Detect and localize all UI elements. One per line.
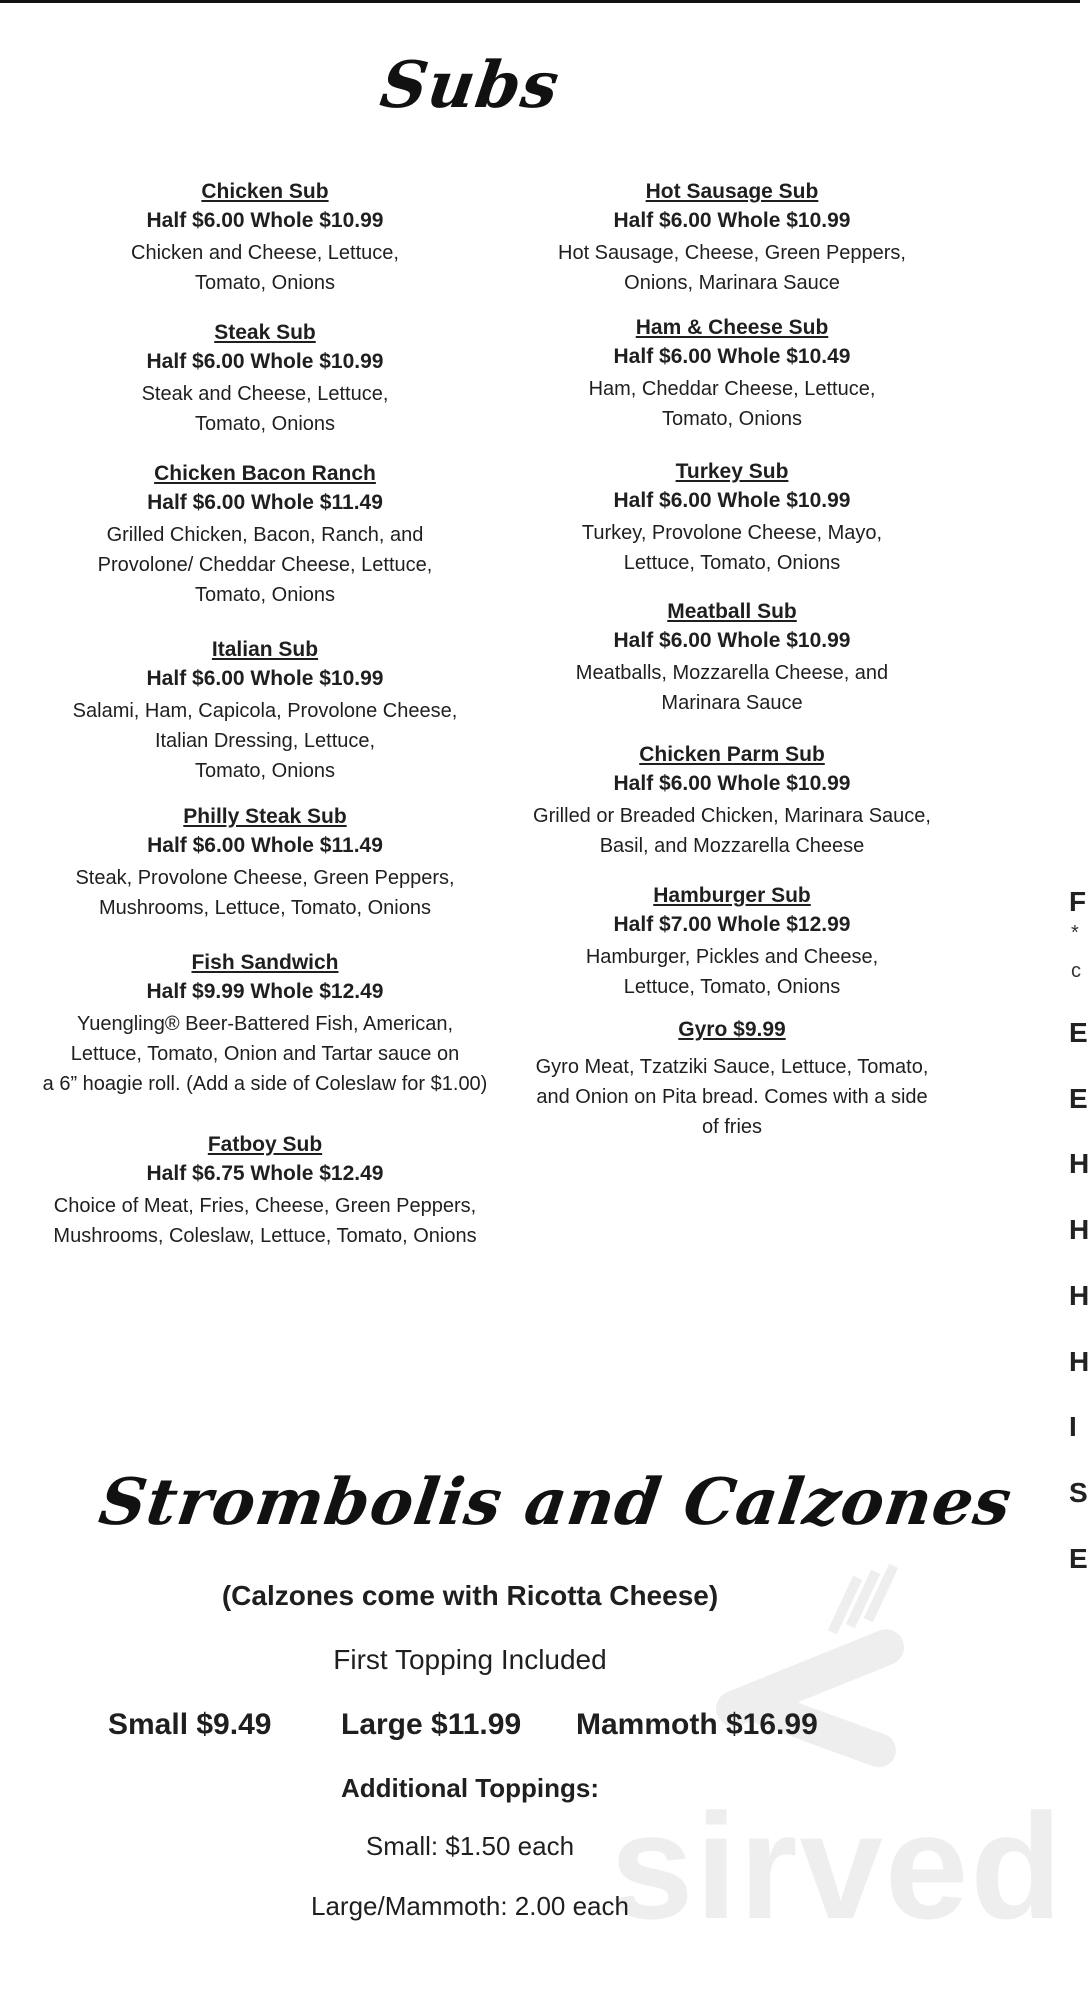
calzones-section-title: Strombolis and Calzones [94,1465,1017,1540]
item-price: Half $7.00 Whole $12.99 [613,913,851,936]
item-description: Steak and Cheese, Lettuce, Tomato, Onions [141,383,389,435]
item-name: Meatball Sub [667,600,797,623]
item-description: Grilled or Breaded Chicken, Marinara Sauce, Basil, and Mozzarella Cheese [533,805,931,857]
edge-letter: * [1071,922,1079,944]
menu-item [522,178,942,298]
item-description: Turkey, Provolone Cheese, Mayo, Lettuce, Tomato, Onions [581,522,883,574]
menu-item [40,460,490,610]
edge-letter: E [1069,1543,1088,1574]
item-description: Meatballs, Mozzarella Cheese, and Marinara Sauce [575,662,889,714]
item-description: Steak, Provolone Cheese, Green Peppers, Mushrooms, Lettuce, Tomato, Onions [75,867,455,919]
item-price: Half $6.00 Whole $10.99 [146,667,384,690]
item-price: Half $6.00 Whole $10.99 [613,629,851,652]
menu-item [522,598,942,718]
item-description: Gyro Meat, Tzatziki Sauce, Lettuce, Tomato, and Onion on Pita bread. Comes with a side of fries [535,1056,929,1138]
item-description: Salami, Ham, Capicola, Provolone Cheese, Italian Dressing, Lettuce, Tomato, Onions [72,700,458,782]
menu-item [40,803,490,923]
item-description: Choice of Meat, Fries, Cheese, Green Peppers, Mushrooms, Coleslaw, Lettuce, Tomato, Onions [53,1195,477,1247]
item-name: Turkey Sub [675,460,789,483]
subs-section-title: Subs [375,48,565,123]
item-name: Chicken Bacon Ranch [154,462,376,485]
edge-letter: c [1071,960,1081,982]
top-border [0,0,1080,3]
menu-item [522,1016,942,1142]
edge-letter: H [1069,1148,1089,1179]
item-description: Hamburger, Pickles and Cheese, Lettuce, Tomato, Onions [585,946,879,998]
item-name: Fish Sandwich [191,951,339,974]
item-description: Yuengling® Beer-Battered Fish, American, Lettuce, Tomato, Onion and Tartar sauce on a 6” hoagie roll. (Add a side of Coleslaw for $1.00) [42,1013,488,1095]
menu-item [522,741,942,861]
item-name: Philly Steak Sub [183,805,347,828]
edge-letter: I [1069,1411,1077,1442]
watermark-text: sirved [610,1782,1064,1950]
item-name: Gyro $9.99 [678,1018,786,1041]
item-name: Ham & Cheese Sub [635,316,829,339]
item-price: Half $6.00 Whole $10.49 [613,345,851,368]
item-price: Half $6.00 Whole $10.99 [613,209,851,232]
size-large-price: Large $11.99 [341,1708,522,1741]
item-name: Hot Sausage Sub [645,180,819,203]
item-price: Half $6.00 Whole $11.49 [147,491,383,514]
menu-item [40,636,490,786]
menu-item [40,1131,490,1251]
edge-letter: E [1069,1083,1088,1114]
menu-item [522,882,942,1002]
item-price: Half $6.00 Whole $10.99 [146,209,384,232]
item-price: Half $6.00 Whole $11.49 [147,834,383,857]
item-price: Half $6.00 Whole $10.99 [613,489,851,512]
item-name: Steak Sub [214,321,316,344]
item-price: Half $6.75 Whole $12.49 [146,1162,384,1185]
item-description: Grilled Chicken, Bacon, Ranch, and Provolone/ Cheddar Cheese, Lettuce, Tomato, Onions [97,524,433,606]
item-description: Hot Sausage, Cheese, Green Peppers, Onions, Marinara Sauce [558,242,906,294]
menu-item [522,314,942,434]
additional-large-price: Large/Mammoth: 2.00 each [311,1891,629,1921]
item-description: Chicken and Cheese, Lettuce, Tomato, Onions [131,242,399,294]
menu-item [40,949,490,1099]
item-name: Chicken Parm Sub [639,743,825,766]
menu-item [40,319,490,439]
edge-letter: S [1069,1477,1088,1508]
calzones-note: (Calzones come with Ricotta Cheese) [221,1580,719,1611]
topping-included: First Topping Included [333,1644,607,1675]
item-description: Ham, Cheddar Cheese, Lettuce, Tomato, Onions [588,378,876,430]
edge-letter: F [1069,886,1087,917]
edge-letter: E [1069,1017,1088,1048]
edge-letter: H [1069,1280,1089,1311]
size-small-price: Small $9.49 [108,1708,272,1741]
item-name: Italian Sub [211,638,319,661]
size-mammoth-price: Mammoth $16.99 [576,1708,818,1741]
additional-small-price: Small: $1.50 each [365,1831,575,1861]
item-name: Hamburger Sub [653,884,811,907]
additional-toppings-label: Additional Toppings: [340,1773,600,1803]
item-name: Chicken Sub [201,180,329,203]
menu-item [40,178,490,298]
item-price: Half $9.99 Whole $12.49 [146,980,384,1003]
edge-letter: H [1069,1214,1089,1245]
item-name: Fatboy Sub [207,1133,323,1156]
item-price: Half $6.00 Whole $10.99 [613,772,851,795]
menu-item [522,458,942,578]
item-price: Half $6.00 Whole $10.99 [146,350,384,373]
edge-letter: H [1069,1346,1089,1377]
